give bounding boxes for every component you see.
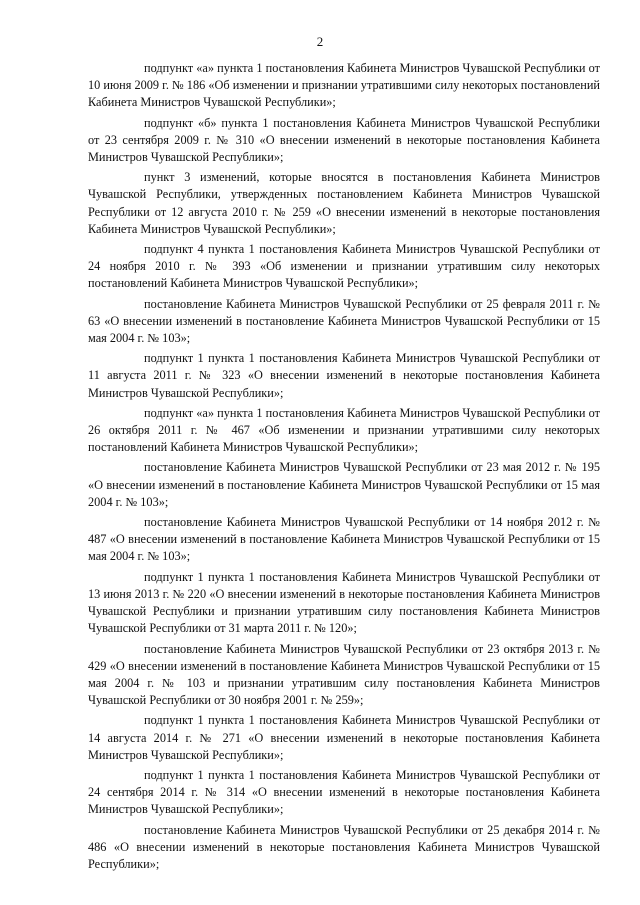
list-item: подпункт 4 пункта 1 постановления Кабинета Министров Чувашской Республики от 24 ноября 2010 г. № 393 «Об изменении и признании утратившим силу некоторых постановлений Кабинета Министров Чувашской Республики»;	[88, 242, 600, 291]
document-body	[88, 60, 600, 876]
list-item: подпункт «б» пункта 1 постановления Кабинета Министров Чувашской Республики от 23 сентября 2009 г. № 310 «О внесении изменений в некоторые постановления Кабинета Министров Чувашской Республики»;	[88, 115, 600, 165]
list-item: постановление Кабинета Министров Чувашской Республики от 23 октября 2013 г. № 429 «О внесении изменений в постановление Кабинета Министров Чувашской Республики от 15 мая 2004 г. № 103 и признании утратившим силу постановления Кабинета Министров Чувашской Республики от 30 ноября 2001 г. № 259»;	[88, 641, 600, 708]
list-item: подпункт «а» пункта 1 постановления Кабинета Министров Чувашской Республики от 26 октября 2011 г. № 467 «Об изменении и признании утратившими силу некоторых постановлений Кабинета Министров Чувашской Республики»;	[88, 405, 600, 455]
list-item: постановление Кабинета Министров Чувашской Республики от 25 февраля 2011 г. № 63 «О внесении изменений в постановление Кабинета Министров Чувашской Республики от 15 мая 2004 г. № 103»;	[88, 296, 600, 346]
list-item: постановление Кабинета Министров Чувашской Республики от 14 ноября 2012 г. № 487 «О внесении изменений в постановление Кабинета Министров Чувашской Республики от 15 мая 2004 г. № 103»;	[88, 515, 600, 564]
list-item: подпункт 1 пункта 1 постановления Кабинета Министров Чувашской Республики от 24 сентября 2014 г. № 314 «О внесении изменений в некоторые постановления Кабинета Министров Чувашской Республики»;	[88, 767, 600, 817]
list-item: подпункт 1 пункта 1 постановления Кабинета Министров Чувашской Республики от 14 августа 2014 г. № 271 «О внесении изменений в некоторые постановления Кабинета Министров Чувашской Республики»;	[88, 713, 600, 762]
list-item: подпункт 1 пункта 1 постановления Кабинета Министров Чувашской Республики от 13 июня 2013 г. № 220 «О внесении изменений в некоторые постановления Кабинета Министров Чувашской Республики и признании утратившим силу постановления Кабинета Министров Чувашской Республики от 31 марта 2011 г. № 120»;	[88, 569, 600, 636]
list-item: постановление Кабинета Министров Чувашской Республики от 23 мая 2012 г. № 195 «О внесении изменений в постановление Кабинета Министров Чувашской Республики от 15 мая 2004 г. № 103»;	[88, 460, 600, 509]
list-item: постановление Кабинета Министров Чувашской Республики от 25 декабря 2014 г. № 486 «О внесении изменений в некоторые постановления Кабинета Министров Чувашской Республики»;	[88, 822, 600, 871]
list-item: подпункт «а» пункта 1 постановления Кабинета Министров Чувашской Республики от 10 июня 2009 г. № 186 «Об изменении и признании утратившими силу некоторых постановлений Кабинета Министров Чувашской Республики»;	[88, 61, 600, 110]
list-item: подпункт 1 пункта 1 постановления Кабинета Министров Чувашской Республики от 11 августа 2011 г. № 323 «О внесении изменений в некоторые постановления Кабинета Министров Чувашской Республики»;	[88, 351, 600, 400]
list-item: пункт 3 изменений, которые вносятся в постановления Кабинета Министров Чувашской Республики, утвержденных постановлением Кабинета Министров Чувашской Республики от 12 августа 2010 г. № 259 «О внесении изменений в некоторые постановления Кабинета Министров Чувашской Республики»;	[88, 170, 600, 236]
page-number: 2	[316, 34, 324, 49]
